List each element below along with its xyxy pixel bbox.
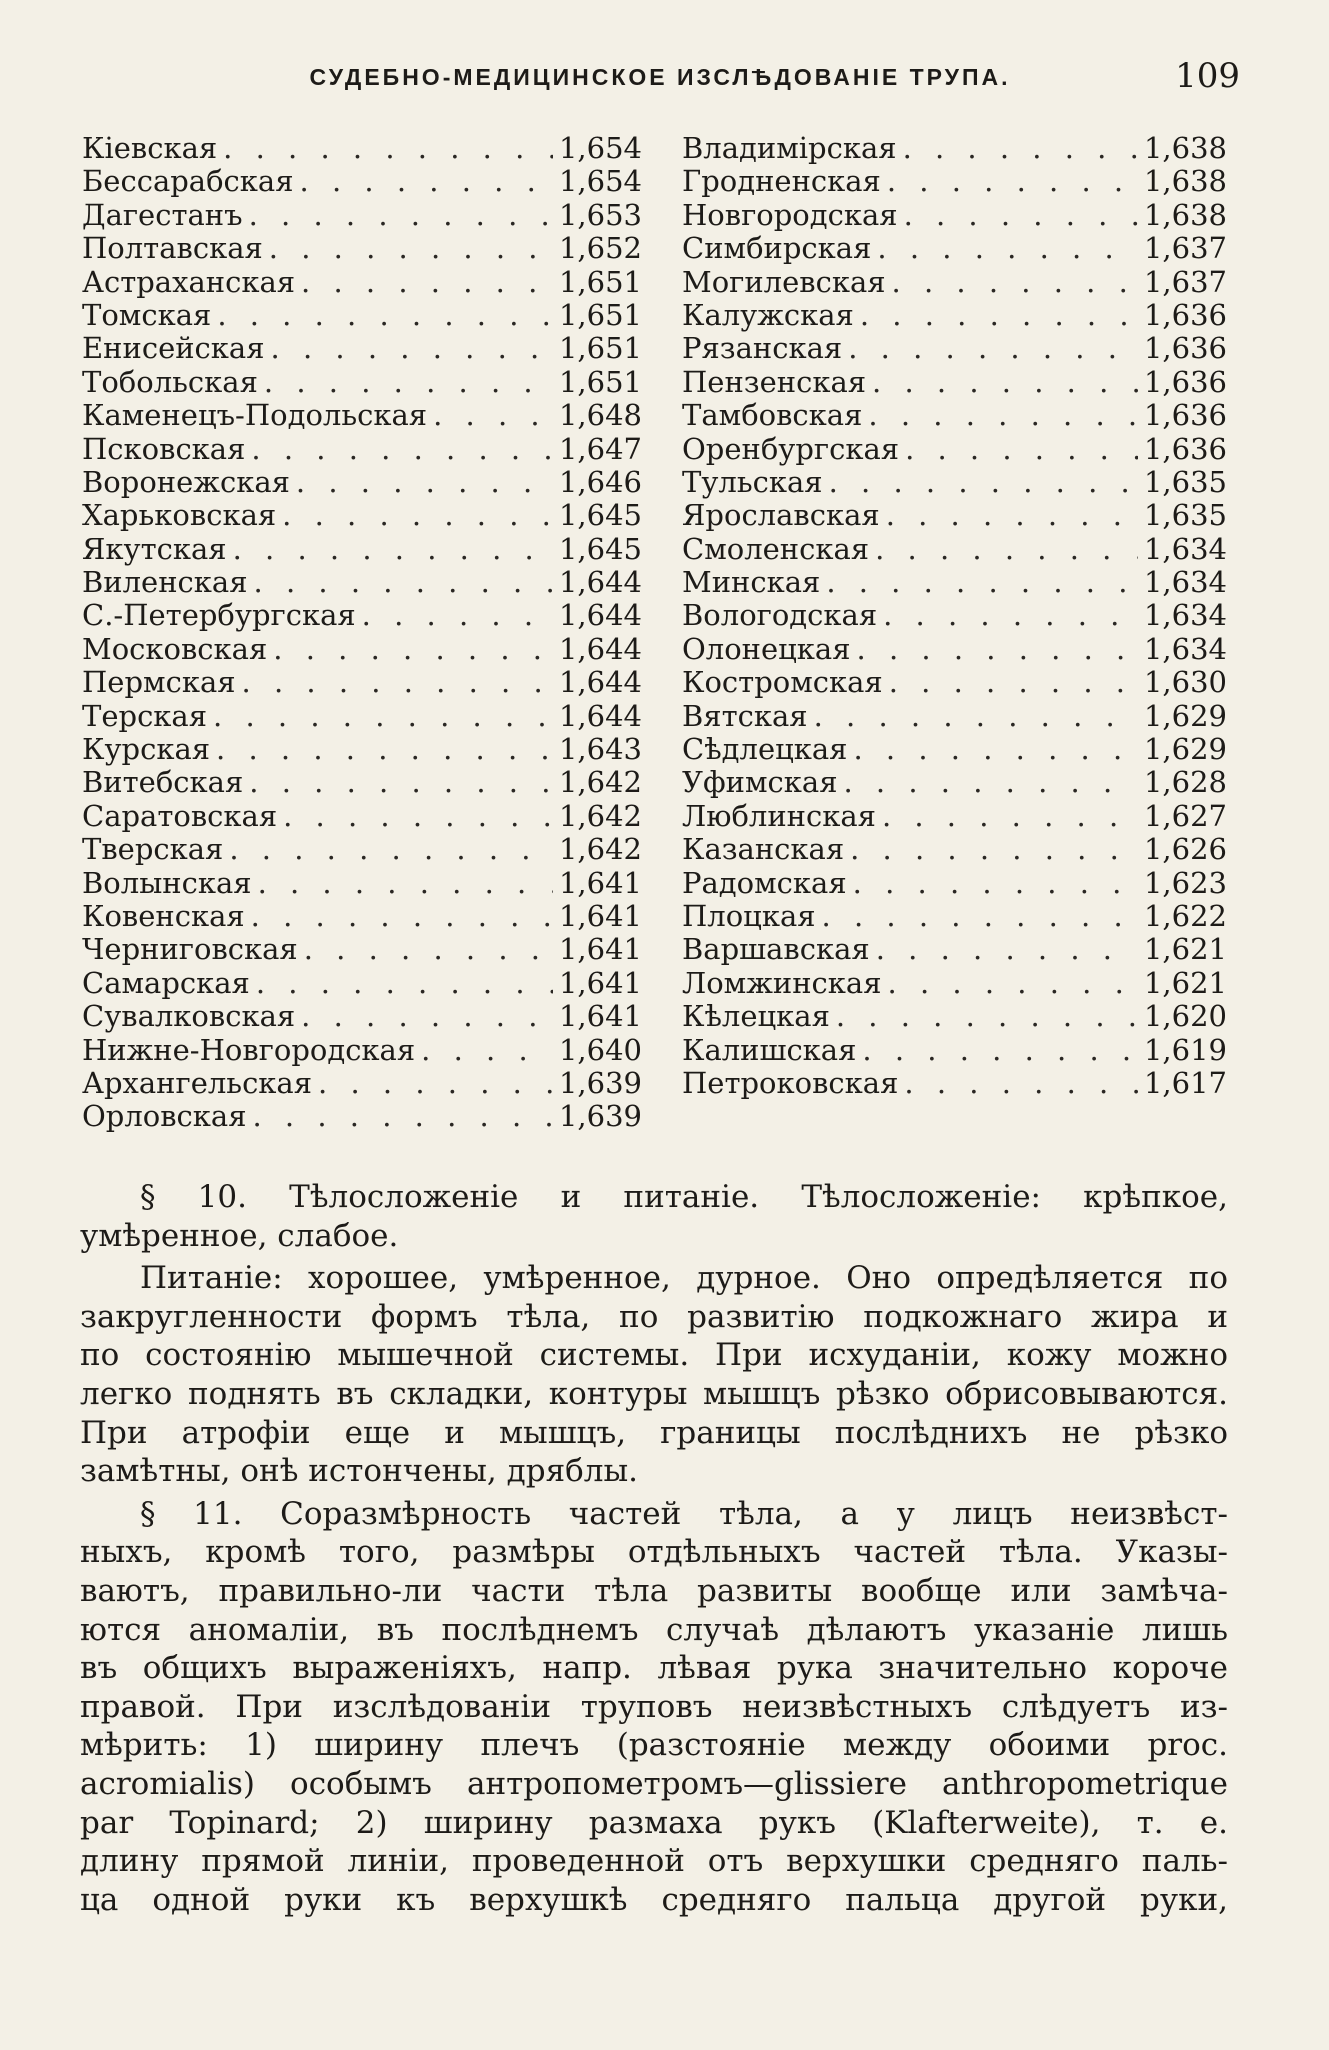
dot-leader: [860, 299, 1138, 332]
province-name: Виленская: [82, 565, 248, 600]
table-row: [82, 833, 642, 866]
table-row: [82, 232, 642, 265]
province-value: 1,641: [558, 965, 642, 1000]
dot-leader: [421, 1034, 553, 1067]
dot-leader: [853, 733, 1137, 766]
province-value: 1,648: [558, 398, 642, 433]
province-name: Тобольская: [82, 364, 258, 399]
province-name: Смоленская: [682, 531, 870, 566]
province-value: 1,644: [558, 598, 642, 633]
table-row: [82, 900, 642, 933]
dot-leader: [903, 132, 1138, 165]
province-value: 1,651: [558, 264, 642, 299]
province-value: 1,652: [558, 231, 642, 266]
province-name: Саратовская: [82, 798, 278, 833]
table-row: [682, 199, 1227, 232]
province-name: Волынская: [82, 865, 252, 900]
province-value: 1,639: [558, 1099, 642, 1134]
text-line: въ общихъ выраженіяхъ, напр. лѣвая рука значительно короче: [80, 1650, 1228, 1687]
text-line: умѣренное, слабое.: [80, 1217, 399, 1254]
table-row: [682, 800, 1227, 833]
province-value: 1,617: [1143, 1065, 1227, 1100]
province-name: Тверская: [82, 832, 224, 867]
dot-leader: [249, 199, 553, 232]
dot-leader: [251, 900, 553, 933]
province-name: Калужская: [682, 297, 854, 332]
province-value: 1,642: [558, 765, 642, 800]
province-name: Енисейская: [82, 331, 265, 366]
dot-leader: [256, 967, 553, 1000]
table-row: [82, 766, 642, 799]
province-value: 1,651: [558, 331, 642, 366]
province-value: 1,645: [558, 531, 642, 566]
dot-leader: [251, 433, 553, 466]
province-name: Радомская: [682, 865, 847, 900]
province-table-right-column: [682, 132, 1227, 1100]
province-value: 1,636: [1143, 398, 1227, 433]
text-line: длину прямой линіи, проведенной отъ верхушки средняго паль-: [80, 1843, 1228, 1880]
dot-leader: [882, 800, 1138, 833]
table-row: [82, 566, 642, 599]
dot-leader: [844, 766, 1138, 799]
province-name: Минская: [682, 565, 821, 600]
dot-leader: [877, 232, 1138, 265]
dot-leader: [872, 366, 1138, 399]
table-row: [82, 800, 642, 833]
province-value: 1,644: [558, 565, 642, 600]
table-row: [682, 499, 1227, 532]
table-row: [682, 900, 1227, 933]
table-row: [682, 733, 1227, 766]
province-name: Харьковская: [82, 498, 277, 533]
text-line: легко поднять въ складки, контуры мышцъ рѣзко обрисовываются.: [80, 1375, 1228, 1412]
province-value: 1,634: [1143, 531, 1227, 566]
table-row: [82, 165, 642, 198]
dot-leader: [362, 599, 553, 632]
province-name: Владимірская: [682, 131, 897, 165]
table-row: [82, 633, 642, 666]
table-row: [682, 299, 1227, 332]
province-value: 1,634: [1143, 631, 1227, 666]
province-value: 1,644: [558, 631, 642, 666]
province-name: Плоцкая: [682, 898, 816, 933]
dot-leader: [242, 666, 553, 699]
province-name: Черниговская: [82, 932, 298, 967]
province-name: Рязанская: [682, 331, 843, 366]
province-value: 1,621: [1143, 965, 1227, 1000]
text-line: ваютъ, правильно-ли части тѣла развиты вообще или замѣча-: [80, 1572, 1228, 1609]
province-name: Нижне-Новгородская: [82, 1032, 416, 1067]
table-row: [82, 266, 642, 299]
dot-leader: [868, 399, 1138, 432]
dot-leader: [271, 332, 553, 365]
text-line: ца одной руки къ верхушкѣ средняго пальца другой руки,: [80, 1881, 1228, 1918]
province-name: С.-Петербургская: [82, 598, 356, 633]
dot-leader: [213, 700, 553, 733]
table-row: [82, 399, 642, 432]
province-value: 1,626: [1143, 832, 1227, 867]
table-row: [82, 933, 642, 966]
province-value: 1,638: [1143, 164, 1227, 199]
province-name: Пензенская: [682, 364, 867, 399]
dot-leader: [296, 466, 553, 499]
text-line: § 11. Соразмѣрность частей тѣла, а у лицъ неизвѣст-: [140, 1495, 1228, 1532]
province-name: Ярославская: [682, 498, 880, 533]
province-value: 1,641: [558, 898, 642, 933]
table-row: [682, 666, 1227, 699]
dot-leader: [249, 766, 553, 799]
province-name: Костромская: [682, 665, 883, 700]
province-table-left-column: [82, 132, 642, 1134]
province-name: Псковская: [82, 431, 246, 466]
dot-leader: [836, 1000, 1138, 1033]
table-row: [82, 733, 642, 766]
dot-leader: [216, 733, 553, 766]
dot-leader: [857, 633, 1138, 666]
dot-leader: [233, 533, 553, 566]
province-value: 1,645: [558, 498, 642, 533]
province-name: Воронежская: [82, 464, 290, 499]
province-value: 1,623: [1143, 865, 1227, 900]
table-row: [82, 332, 642, 365]
table-row: [682, 700, 1227, 733]
table-row: [82, 499, 642, 532]
province-name: Тамбовская: [682, 398, 863, 433]
province-name: Терская: [82, 698, 208, 733]
table-row: [82, 1000, 642, 1033]
dot-leader: [888, 967, 1138, 1000]
province-name: Курская: [82, 732, 211, 767]
dot-leader: [254, 566, 553, 599]
province-value: 1,641: [558, 865, 642, 900]
province-value: 1,654: [558, 131, 642, 165]
dot-leader: [814, 700, 1138, 733]
table-row: [682, 633, 1227, 666]
province-name: Сувалковская: [82, 999, 296, 1034]
province-value: 1,622: [1143, 898, 1227, 933]
dot-leader: [889, 666, 1138, 699]
dot-leader: [318, 1067, 553, 1100]
dot-leader: [822, 900, 1138, 933]
table-row: [682, 433, 1227, 466]
dot-leader: [301, 1000, 553, 1033]
table-row: [682, 399, 1227, 432]
paragraph: [80, 1178, 1228, 1255]
dot-leader: [217, 299, 553, 332]
province-value: 1,636: [1143, 364, 1227, 399]
dot-leader: [264, 366, 553, 399]
province-value: 1,629: [1143, 698, 1227, 733]
province-name: Петроковская: [682, 1065, 899, 1100]
province-value: 1,637: [1143, 264, 1227, 299]
dot-leader: [273, 633, 553, 666]
text-line: по состоянію мышечной системы. При исхуданіи, кожу можно: [80, 1337, 1228, 1374]
text-line: § 10. Тѣлосложеніе и питаніе. Тѣлосложеніе: крѣпкое,: [140, 1179, 1228, 1215]
dot-leader: [876, 933, 1138, 966]
page-number: 109: [1175, 56, 1240, 96]
province-value: 1,636: [1143, 297, 1227, 332]
dot-leader: [848, 332, 1138, 365]
province-value: 1,629: [1143, 732, 1227, 767]
dot-leader: [300, 165, 553, 198]
province-name: Витебская: [82, 765, 244, 800]
province-name: Могилевская: [682, 264, 886, 299]
text-line: ются аномаліи, въ послѣднемъ случаѣ дѣлаютъ указаніе лишь: [80, 1611, 1228, 1648]
province-value: 1,638: [1143, 197, 1227, 232]
table-row: [682, 332, 1227, 365]
province-value: 1,654: [558, 164, 642, 199]
table-row: [682, 599, 1227, 632]
table-row: [82, 199, 642, 232]
table-row: [82, 132, 642, 165]
province-value: 1,635: [1143, 464, 1227, 499]
province-value: 1,641: [558, 932, 642, 967]
running-title: СУДЕБНО-МЕДИЦИНСКОЕ ИЗСЛѢДОВАНІЕ ТРУПА.: [309, 64, 1011, 90]
province-name: Якутская: [82, 531, 227, 566]
province-value: 1,651: [558, 364, 642, 399]
table-row: [82, 967, 642, 1000]
province-name: Ломжинская: [682, 965, 882, 1000]
dot-leader: [829, 466, 1138, 499]
province-value: 1,642: [558, 798, 642, 833]
province-name: Оренбургская: [682, 431, 900, 466]
text-line: правой. При изслѣдованіи труповъ неизвѣстныхъ слѣдуетъ из-: [80, 1688, 1228, 1725]
province-value: 1,630: [1143, 665, 1227, 700]
province-name: Полтавская: [82, 231, 263, 266]
province-value: 1,644: [558, 698, 642, 733]
province-name: Вятская: [682, 698, 808, 733]
province-value: 1,627: [1143, 798, 1227, 833]
province-value: 1,638: [1143, 131, 1227, 165]
table-row: [682, 867, 1227, 900]
text-line: замѣтны, онѣ истончены, дряблы.: [80, 1453, 639, 1490]
province-value: 1,621: [1143, 932, 1227, 967]
province-value: 1,644: [558, 665, 642, 700]
text-line: acromialis) особымъ антропометромъ—glissiere anthropometrique: [80, 1765, 1228, 1802]
paragraph: [80, 1259, 1228, 1491]
dot-leader: [269, 232, 553, 265]
province-name: Уфимская: [682, 765, 838, 800]
province-name: Пермская: [82, 665, 236, 700]
province-name: Новгородская: [682, 197, 898, 232]
province-value: 1,641: [558, 999, 642, 1034]
dot-leader: [304, 933, 553, 966]
province-name: Варшавская: [682, 932, 870, 967]
table-row: [682, 1034, 1227, 1067]
province-name: Симбирская: [682, 231, 872, 266]
table-row: [82, 366, 642, 399]
dot-leader: [850, 833, 1138, 866]
province-value: 1,634: [1143, 565, 1227, 600]
dot-leader: [883, 599, 1138, 632]
dot-leader: [229, 833, 553, 866]
table-row: [682, 1067, 1227, 1100]
dot-leader: [283, 800, 553, 833]
table-row: [682, 533, 1227, 566]
table-row: [82, 466, 642, 499]
province-name: Тульская: [682, 464, 823, 499]
table-row: [682, 132, 1227, 165]
dot-leader: [886, 499, 1138, 532]
table-row: [682, 566, 1227, 599]
table-row: [682, 766, 1227, 799]
dot-leader: [853, 867, 1138, 900]
dot-leader: [904, 1067, 1138, 1100]
text-line: ныхъ, кромѣ того, размѣры отдѣльныхъ частей тѣла. Указы-: [80, 1534, 1228, 1571]
text-line: par Topinard; 2) ширину размаха рукъ (Klafterweite), т. е.: [80, 1804, 1228, 1841]
dot-leader: [253, 1100, 553, 1133]
province-value: 1,653: [558, 197, 642, 232]
text-line: мѣрить: 1) ширину плечъ (разстояніе между обоими proc.: [80, 1727, 1228, 1764]
province-value: 1,620: [1143, 999, 1227, 1034]
province-value: 1,640: [558, 1032, 642, 1067]
province-name: Самарская: [82, 965, 250, 1000]
text-line: закругленности формъ тѣла, по развитію подкожнаго жира и: [80, 1298, 1228, 1335]
table-row: [82, 433, 642, 466]
province-value: 1,639: [558, 1065, 642, 1100]
table-row: [82, 700, 642, 733]
table-row: [82, 1034, 642, 1067]
dot-leader: [282, 499, 553, 532]
province-name: Олонецкая: [682, 631, 851, 666]
table-row: [82, 533, 642, 566]
province-name: Гродненская: [682, 164, 881, 199]
dot-leader: [258, 867, 553, 900]
province-name: Вологодская: [682, 598, 878, 633]
province-name: Бессарабская: [82, 164, 294, 199]
dot-leader: [892, 266, 1138, 299]
province-value: 1,619: [1143, 1032, 1227, 1067]
province-name: Дагестанъ: [82, 197, 243, 232]
province-name: Архангельская: [82, 1065, 313, 1100]
dot-leader: [905, 433, 1138, 466]
dot-leader: [875, 533, 1138, 566]
dot-leader: [826, 566, 1138, 599]
text-line: Питаніе: хорошее, умѣренное, дурное. Оно опредѣляется по: [140, 1260, 1228, 1297]
province-value: 1,628: [1143, 765, 1227, 800]
province-name: Московская: [82, 631, 268, 666]
table-row: [682, 1000, 1227, 1033]
body-text: [80, 1178, 1228, 1923]
province-value: 1,635: [1143, 498, 1227, 533]
province-value: 1,647: [558, 431, 642, 466]
province-name: Кіевская: [82, 131, 218, 165]
table-row: [82, 599, 642, 632]
province-name: Томская: [82, 297, 212, 332]
province-value: 1,636: [1143, 331, 1227, 366]
province-value: 1,642: [558, 832, 642, 867]
province-value: 1,636: [1143, 431, 1227, 466]
table-row: [682, 833, 1227, 866]
province-name: Сѣдлецкая: [682, 732, 848, 767]
dot-leader: [301, 266, 553, 299]
table-row: [682, 165, 1227, 198]
table-row: [82, 867, 642, 900]
province-name: Люблинская: [682, 798, 876, 833]
text-line: При атрофіи еще и мышцъ, границы послѣднихъ не рѣзко: [80, 1414, 1228, 1451]
province-value: 1,637: [1143, 231, 1227, 266]
table-row: [682, 266, 1227, 299]
table-row: [82, 666, 642, 699]
province-name: Ковенская: [82, 898, 245, 933]
dot-leader: [904, 199, 1138, 232]
province-name: Калишская: [682, 1032, 857, 1067]
province-value: 1,651: [558, 297, 642, 332]
dot-leader: [433, 399, 553, 432]
dot-leader: [223, 132, 553, 165]
running-head: [80, 56, 1240, 106]
province-value: 1,643: [558, 732, 642, 767]
table-row: [682, 933, 1227, 966]
province-value: 1,646: [558, 464, 642, 499]
table-row: [682, 366, 1227, 399]
dot-leader: [887, 165, 1138, 198]
province-value: 1,634: [1143, 598, 1227, 633]
table-row: [82, 1067, 642, 1100]
province-name: Орловская: [82, 1099, 247, 1134]
province-name: Астраханская: [82, 264, 296, 299]
table-row: [682, 967, 1227, 1000]
province-name: Кѣлецкая: [682, 999, 830, 1034]
table-row: [682, 232, 1227, 265]
table-row: [682, 466, 1227, 499]
table-row: [82, 299, 642, 332]
province-name: Каменецъ-Подольская: [82, 398, 428, 433]
province-name: Казанская: [682, 832, 845, 867]
paragraph: [80, 1495, 1228, 1920]
dot-leader: [862, 1034, 1138, 1067]
table-row: [82, 1100, 642, 1133]
